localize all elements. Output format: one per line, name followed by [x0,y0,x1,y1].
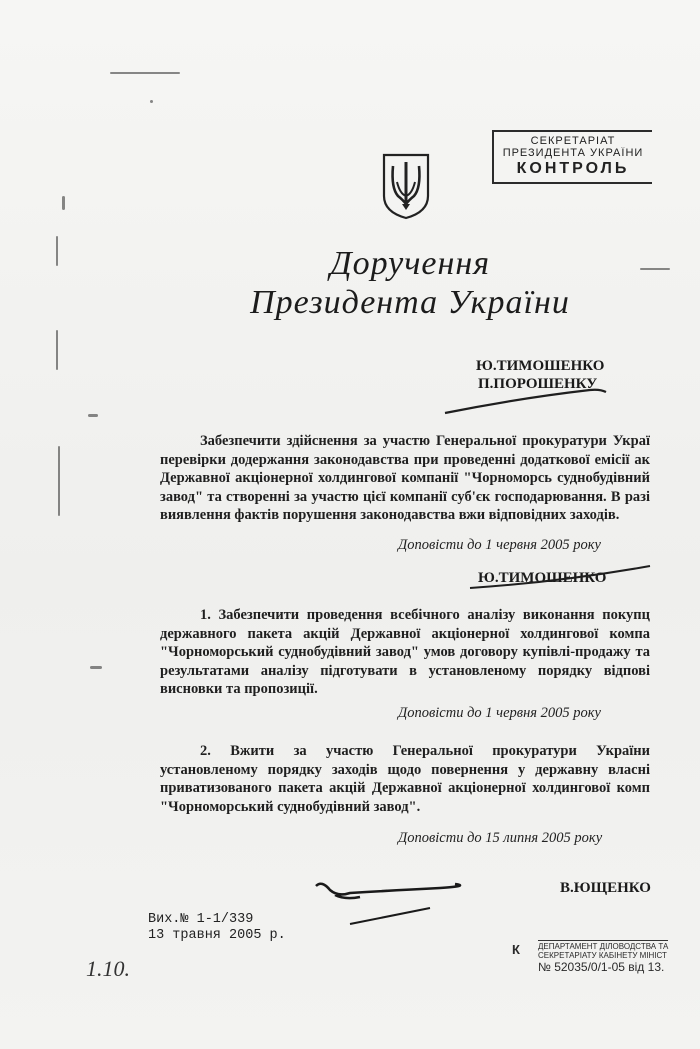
deadline-2: Доповісти до 1 червня 2005 року [398,705,601,721]
addressee-tymoshenko: Ю.ТИМОШЕНКО [476,358,605,374]
handwritten-signature [316,884,460,898]
stamp-line-1: СЕКРЕТАРІАТ [530,135,616,147]
document-title-line-2: Президента України [250,284,570,321]
instruction-item-2-text: 2. Вжити за участю Генеральної прокуратури України установленому порядку заходів щодо повернення у державну власні приватизованого пакета акцій Державної акціонерної холдингової комп "Чорноморський суднобудівний завод". [160,743,650,815]
deadline-3: Доповісти до 15 липня 2005 року [398,830,603,846]
registration-stamp-line-1: ДЕПАРТАМЕНТ ДІЛОВОДСТВА ТА [538,942,669,951]
registration-stamp-line-2: СЕКРЕТАРІАТУ КАБІНЕТУ МІНІСТ [538,951,667,960]
signer-name: В.ЮЩЕНКО [560,880,651,896]
addressee-tymoshenko-2: Ю.ТИМОШЕНКО [478,570,607,586]
stamp-line-2: ПРЕЗИДЕНТА УКРАЇНИ [502,147,644,159]
pen-stroke-addressees [445,390,606,413]
registration-number: № 52035/0/1-05 від 13. [538,960,665,974]
pen-stroke-addressee-2 [470,566,650,588]
instruction-text-1: Забезпечити здійснення за участю Генеральної прокуратури Украї перевірки додержання законодавства при проведенні додаткової емісії ак Державної акціонерної холдингової компанії "Чорноморсь суднобудівний завод" та створенні за участю цієї компанії суб'єк господарювання. В разі виявлення фактів порушення законодавства вжи відповідних заходів. [160,433,650,523]
handwritten-note: 1.10. [86,956,130,981]
handwritten-signature-tail [350,908,430,924]
deadline-1: Доповісти до 1 червня 2005 року [398,537,601,553]
instruction-item-1-text: 1. Забезпечити проведення всебічного аналізу виконання покупц державного пакета акцій Державної акціонерної холдингової компа "Чорноморський суднобудівний завод" умов договору купівлі-продажу та результатами аналізу підготувати в установленому порядку відпові висновки та пропозиції. [160,607,650,697]
outgoing-number: Вих.№ 1-1/339 [148,912,254,927]
stamp-line-3: КОНТРОЛЬ [516,160,630,177]
outgoing-date: 13 травня 2005 р. [148,928,286,943]
registration-stamp-letter: К [512,942,520,957]
document-title-line-1: Доручення [329,245,491,282]
addressee-poroshenko: П.ПОРОШЕНКУ [478,376,598,392]
